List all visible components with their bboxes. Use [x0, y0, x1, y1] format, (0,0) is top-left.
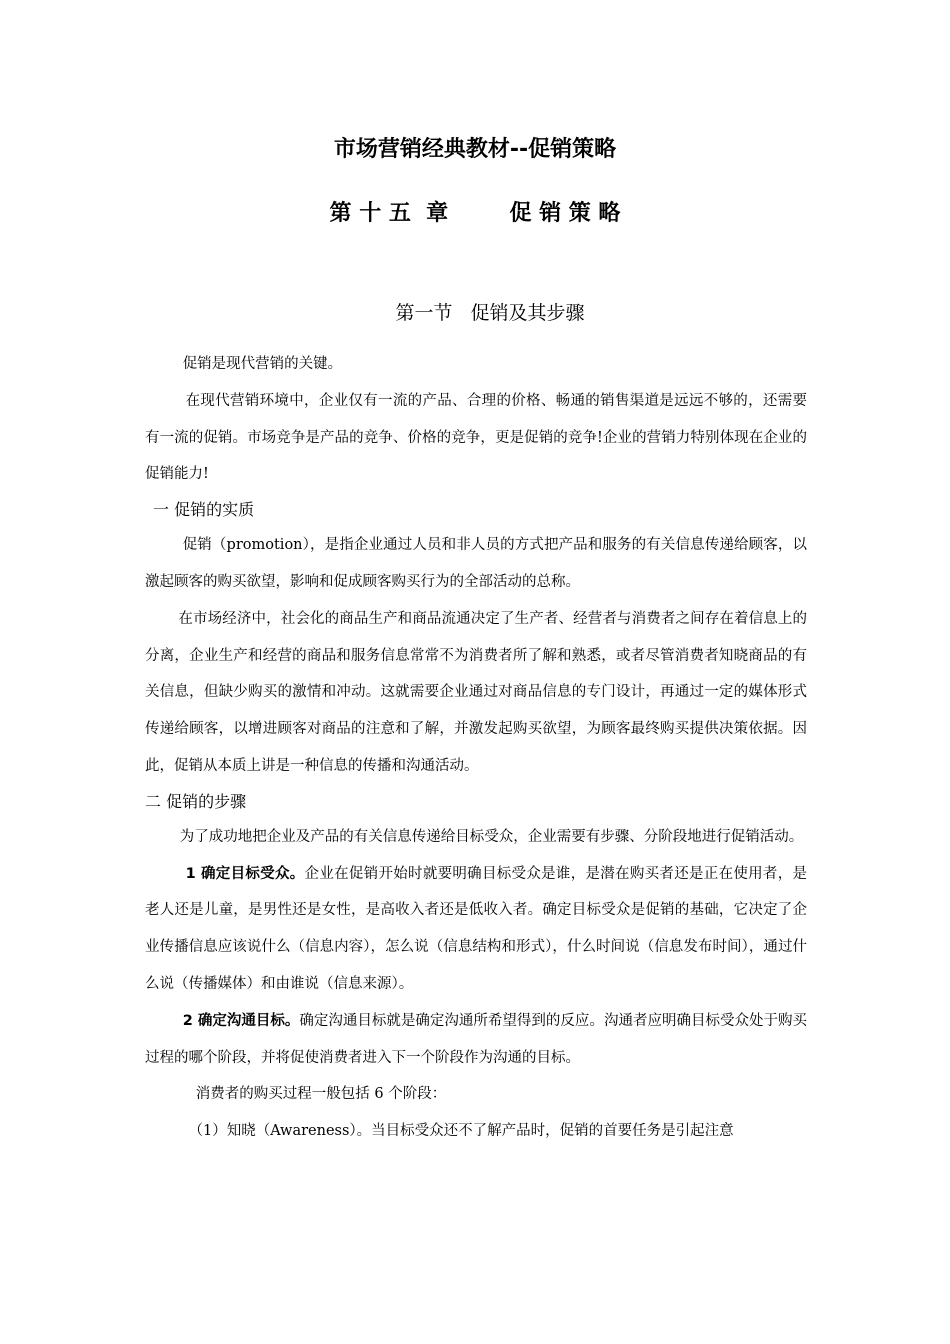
document-title: 市场营销经典教材--促销策略	[333, 137, 617, 162]
paragraph-step-1	[145, 856, 807, 1003]
paragraph: 在现代营销环境中，企业仅有一流的产品、合理的价格、畅通的销售渠道是远远不够的，还需要有一流的促销。市场竞争是产品的竞争、价格的竞争，更是促销的竞争!企业的营销力特别体现在企业的促销能力!	[145, 392, 807, 483]
section-title: 第一节 促销及其步骤	[395, 302, 585, 324]
step-1-text: 企业在促销开始时就要明确目标受众是谁，是潜在购买者还是正在使用者，是老人还是儿童，是男性还是女性，是高收入者还是低收入者。确定目标受众是促销的基础，它决定了企业传播信息应该说什么（信息内容），怎么说（信息结构和形式），什么时间说（信息发布时间），通过什么说（传播媒体）和由谁说（信息来源）。	[145, 865, 807, 992]
paragraph: 为了成功地把企业及产品的有关信息传递给目标受众，企业需要有步骤、分阶段地进行促销活动。	[179, 828, 804, 845]
paragraph: 促销（promotion），是指企业通过人员和非人员的方式把产品和服务的有关信息传递给顾客，以激起顾客的购买欲望，影响和促成顾客购买行为的全部活动的总称。	[145, 537, 807, 590]
step-2-text: 确定沟通目标就是确定沟通所希望得到的反应。沟通者应明确目标受众处于购买过程的哪个阶段，并将促使消费者进入下一个阶段作为沟通的目标。	[145, 1012, 807, 1066]
section-heading-essence: 一 促销的实质	[153, 500, 255, 520]
body-text	[145, 346, 807, 1150]
section-heading-steps: 二 促销的步骤	[145, 791, 247, 811]
paragraph: （1）知晓（Awareness）。当目标受众还不了解产品时，促销的首要任务是引起注意	[188, 1123, 734, 1140]
step-1-label: 1 确定目标受众。	[185, 865, 305, 882]
paragraph: 促销是现代营销的关键。	[182, 356, 343, 372]
paragraph: 消费者的购买过程一般包括 6 个阶段：	[195, 1086, 447, 1103]
paragraph: 在市场经济中，社会化的商品生产和商品流通决定了生产者、经营者与消费者之间存在着信息上的分离，企业生产和经营的商品和服务信息常常不为消费者所了解和熟悉，或者尽管消费者知晓商品的有关信息，但缺少购买的激情和冲动。这就需要企业通过对商品信息的专门设计，再通过一定的媒体形式传递给顾客，以增进顾客对商品的注意和了解，并激发起购买欲望，为顾客最终购买提供决策依据。因此，促销从本质上讲是一种信息的传播和沟通活动。	[145, 610, 807, 774]
step-2-label: 2 确定沟通目标。	[182, 1012, 300, 1029]
chapter-title: 第 十 五 章 促 销 策 略	[329, 201, 621, 226]
paragraph-step-2	[145, 1003, 807, 1077]
